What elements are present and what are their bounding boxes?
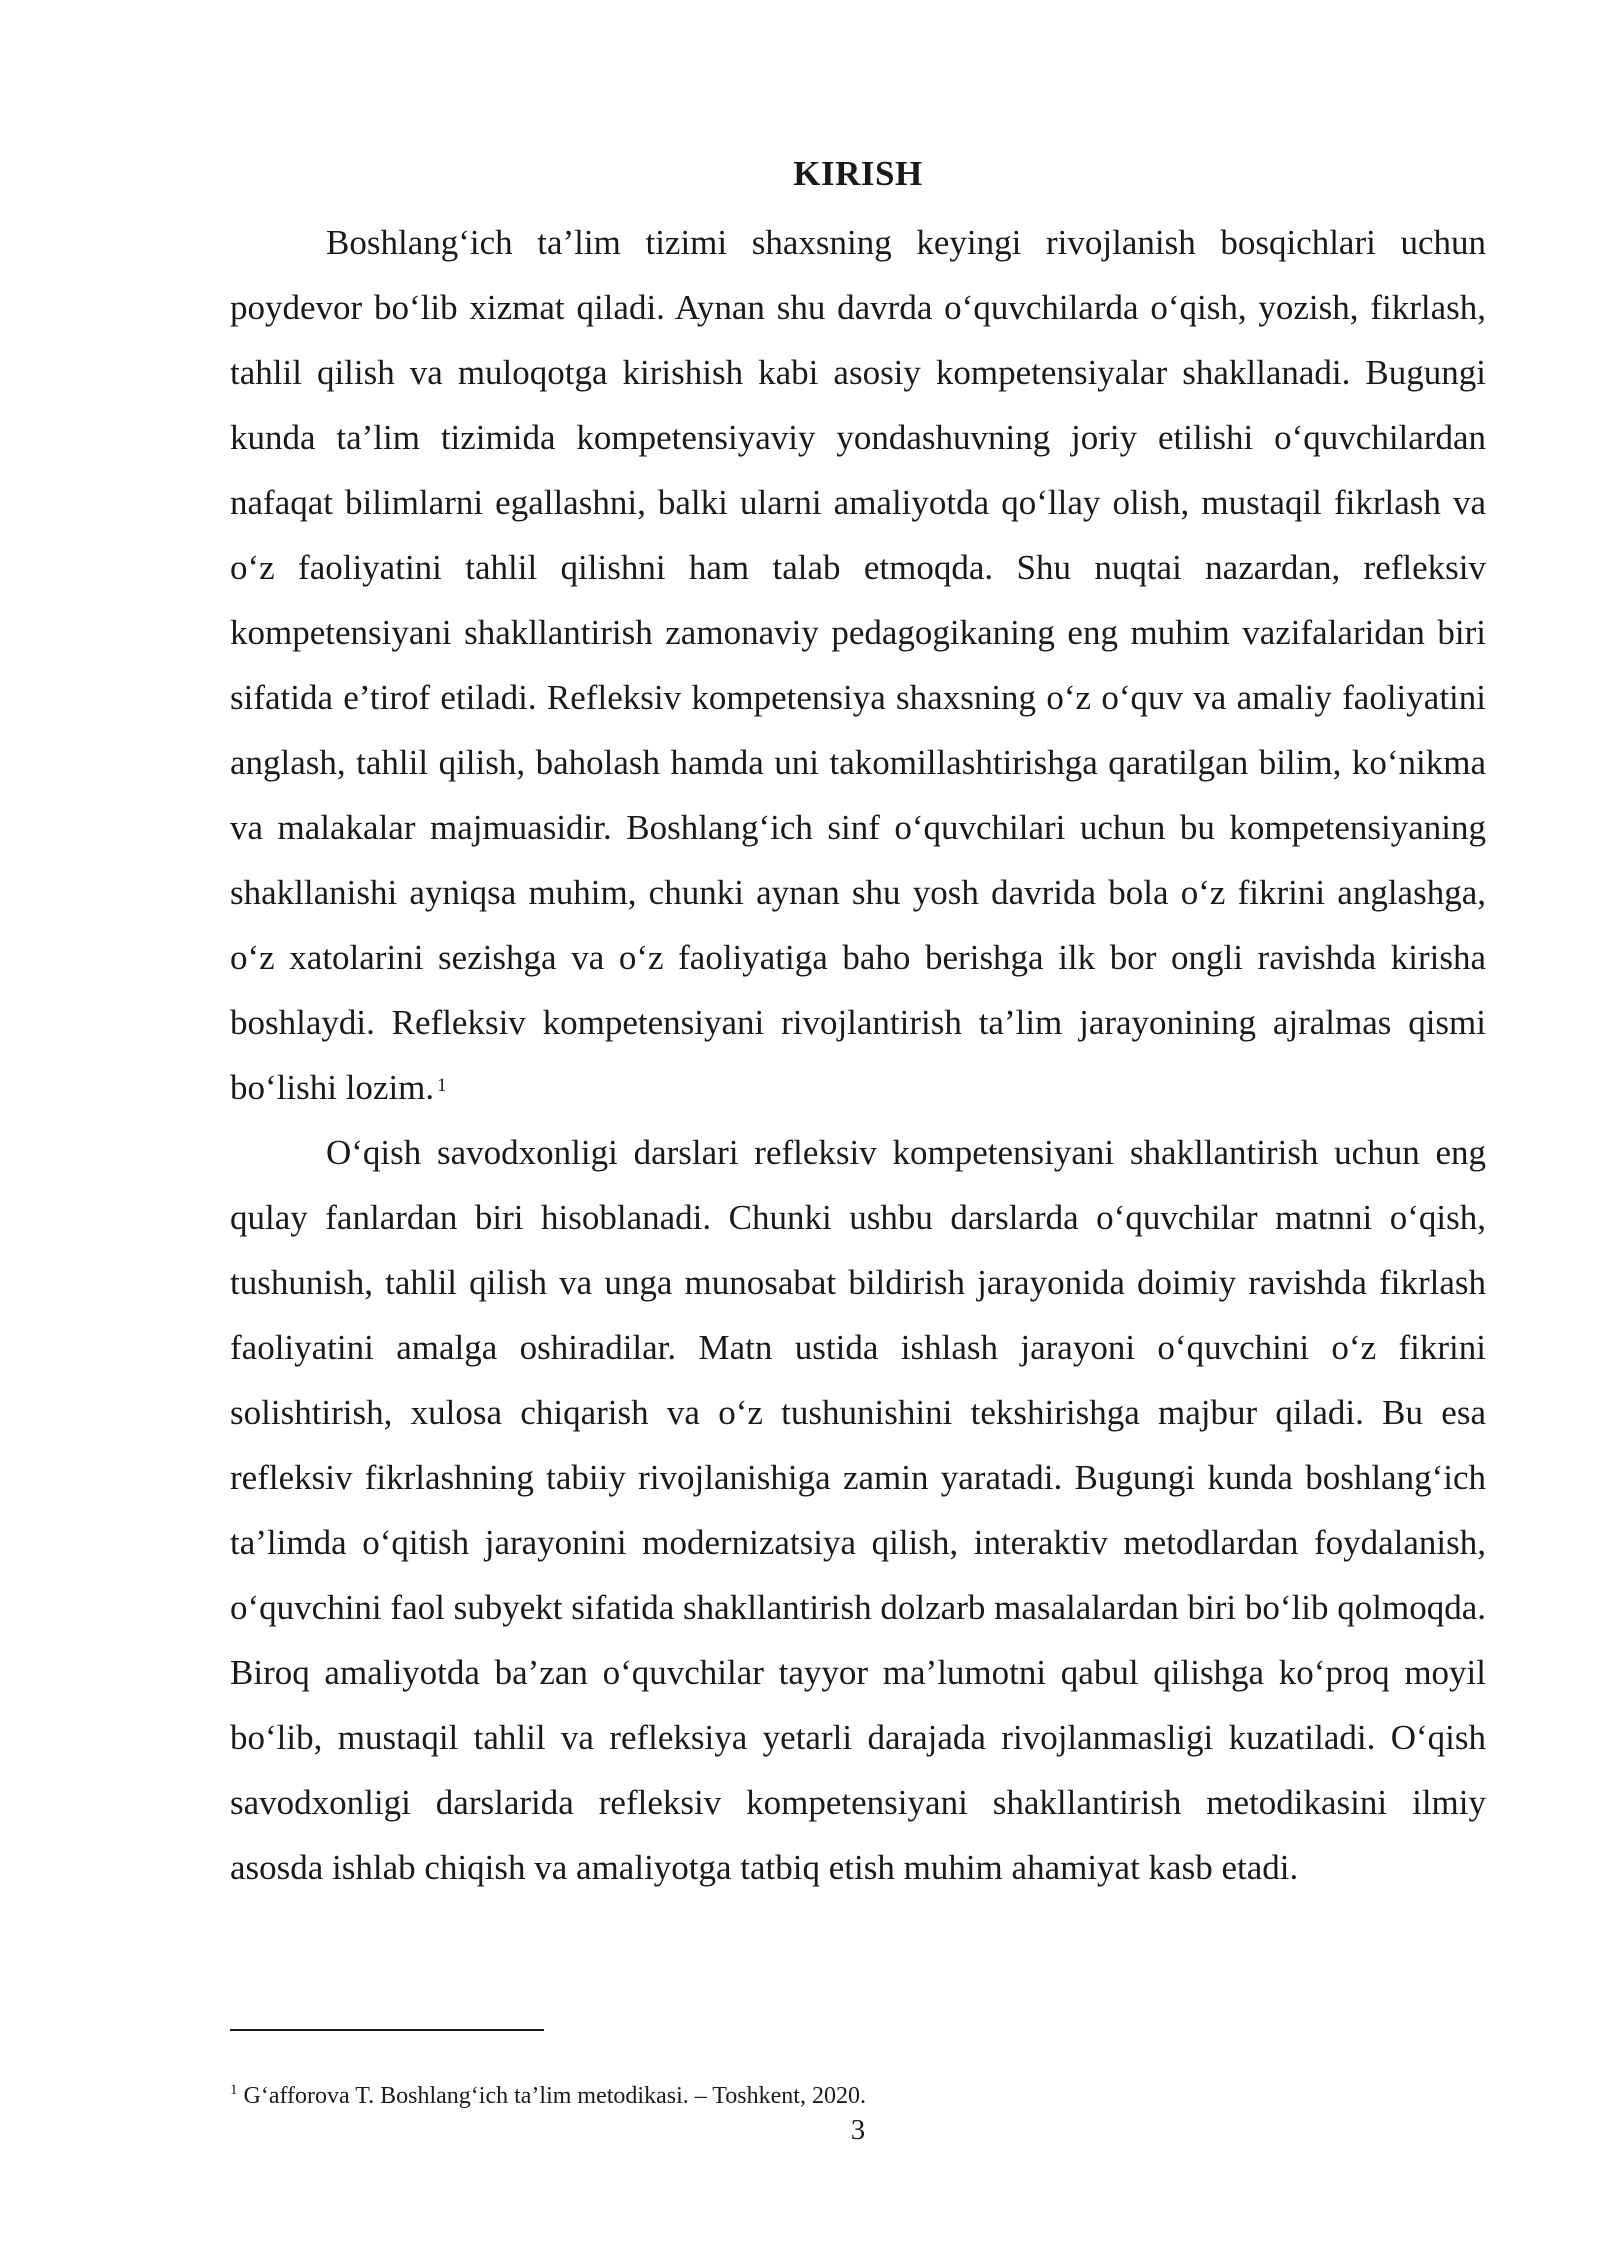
footnote-text: G‘afforova T. Boshlang‘ich ta’lim metodikasi. – Toshkent, 2020. [243, 2083, 866, 2109]
footnote [230, 2080, 866, 2112]
footnote-marker: 1 [230, 2082, 238, 2098]
footnote-reference: 1 [437, 1075, 447, 1096]
footnote-separator [230, 2029, 544, 2031]
paragraph-1 [230, 210, 1486, 1120]
paragraph-2: O‘qish savodxonligi darslari refleksiv kompetensiyani shakllantirish uchun eng qulay fanlardan biri hisoblanadi. Chunki ushbu darslarda o‘quvchilar matnni o‘qish, tushunish, tahlil qilish va unga munosabat bildirish jarayonida doimiy ravishda fikrlash faoliyatini amalga oshiradilar. Matn ustida ishlash jarayoni o‘quvchini o‘z fikrini solishtirish, xulosa chiqarish va o‘z tushunishini tekshirishga majbur qiladi. Bu esa refleksiv fikrlashning tabiiy rivojlanishiga zamin yaratadi. Bugungi kunda boshlang‘ich ta’limda o‘qitish jarayonini modernizatsiya qilish, interaktiv metodlardan foydalanish, o‘quvchini faol subyekt sifatida shakllantirish dolzarb masalalardan biri bo‘lib qolmoqda. Biroq amaliyotda ba’zan o‘quvchilar tayyor ma’lumotni qabul qilishga ko‘proq moyil bo‘lib, mustaqil tahlil va refleksiya yetarli darajada rivojlanmasligi kuzatiladi. O‘qish savodxonligi darslarida refleksiv kompetensiyani shakllantirish metodikasini ilmiy asosda ishlab chiqish va amaliyotga tatbiq etish muhim ahamiyat kasb etadi. [230, 1133, 1486, 1887]
paragraph-1-text: Boshlang‘ich ta’lim tizimi shaxsning keyingi rivojlanish bosqichlari uchun poydevor bo‘lib xizmat qiladi. Aynan shu davrda o‘quvchilarda o‘qish, yozish, fikrlash, tahlil qilish va muloqotga kirishish kabi asosiy kompetensiyalar shakllanadi. Bugungi kunda ta’lim tizimida kompetensiyaviy yondashuvning joriy etilishi o‘quvchilardan nafaqat bilimlarni egallashni, balki ularni amaliyotda qo‘llay olish, mustaqil fikrlash va o‘z faoliyatini tahlil qilishni ham talab etmoqda. Shu nuqtai nazardan, refleksiv kompetensiyani shakllantirish zamonaviy pedagogikaning eng muhim vazifalaridan biri sifatida e’tirof etiladi. Refleksiv kompetensiya shaxsning o‘z o‘quv va amaliy faoliyatini anglash, tahlil qilish, baholash hamda uni takomillashtirishga qaratilgan bilim, ko‘nikma va malakalar majmuasidir. Boshlang‘ich sinf o‘quvchilari uchun bu kompetensiyaning shakllanishi ayniqsa muhim, chunki aynan shu yosh davrida bola o‘z fikrini anglashga, o‘z xatolarini sezishga va o‘z faoliyatiga baho berishga ilk bor ongli ravishda kirisha boshlaydi. Refleksiv kompetensiyani rivojlantirish ta’lim jarayonining ajralmas qismi bo‘lishi lozim. [230, 223, 1486, 1107]
body-text [230, 210, 1486, 1900]
section-title: KIRISH [793, 154, 923, 193]
page-number: 3 [850, 2114, 866, 2146]
